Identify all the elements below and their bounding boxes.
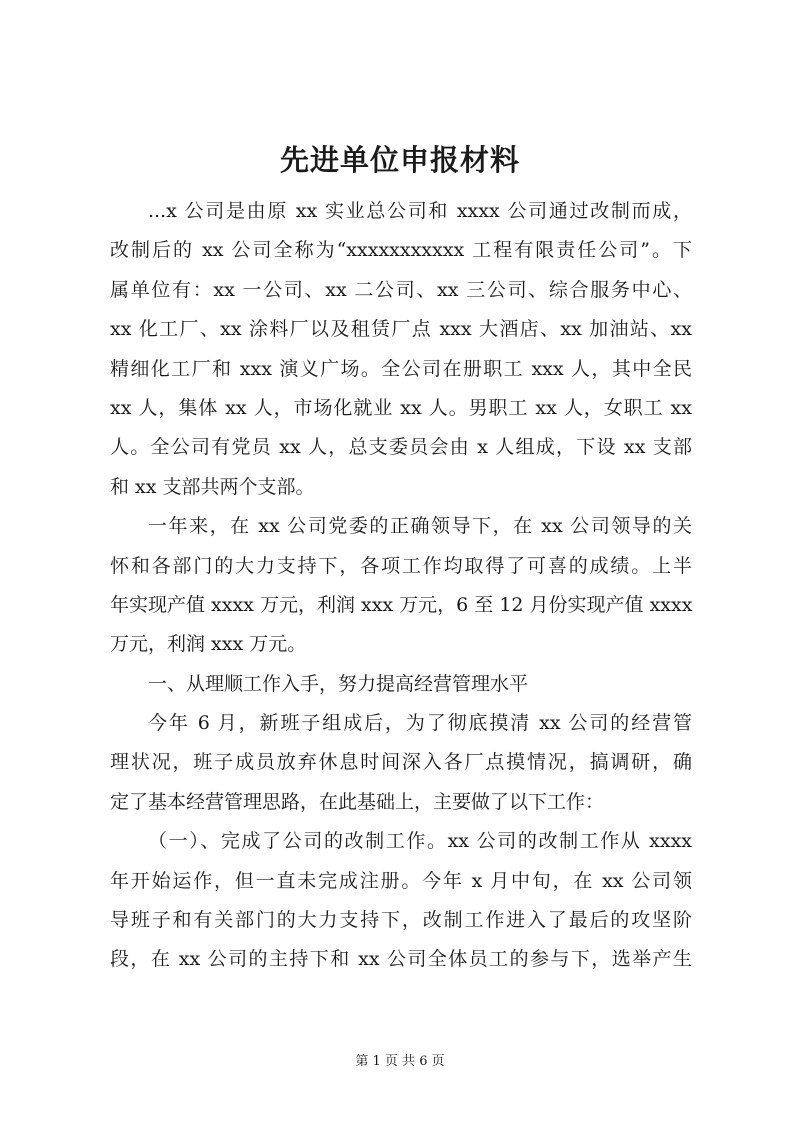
text-line: 万元，利润 xxx 万元。 bbox=[110, 633, 307, 656]
paragraph bbox=[110, 704, 692, 822]
paragraph bbox=[110, 822, 692, 980]
text-line: 理状况，班子成员放弃休息时间深入各厂点摸情况，搞调研，确 bbox=[110, 751, 692, 774]
document-title: 先进单位申报材料 bbox=[279, 143, 520, 177]
text-line: 年实现产值 xxxx 万元，利润 xxx 万元，6 至 12 月份实现产值 xxxx bbox=[110, 593, 693, 616]
text-line: ...x 公司是由原 xx 实业总公司和 xxxx 公司通过改制而成， bbox=[148, 200, 692, 222]
text-line: 一年来，在 xx 公司党委的正确领导下，在 xx 公司领导的关 bbox=[148, 515, 692, 538]
text-line: 今年 6 月，新班子组成后，为了彻底摸清 xx 公司的经营管 bbox=[148, 712, 692, 735]
text-line: 和 xx 支部共两个支部。 bbox=[110, 475, 315, 498]
paragraph bbox=[110, 192, 692, 507]
paragraph bbox=[110, 665, 692, 704]
text-line: 一、从理顺工作入手，努力提高经营管理水平 bbox=[148, 672, 529, 695]
text-line: 精细化工厂和 xxx 演义广场。全公司在册职工 xxx 人，其中全民 bbox=[110, 357, 692, 380]
text-line: xx 化工厂、xx 涂料厂以及租赁厂点 xxx 大酒店、xx 加油站、xx bbox=[110, 318, 692, 341]
text-line: 定了基本经营管理思路，在此基础上，主要做了以下工作： bbox=[110, 790, 605, 813]
text-line: 怀和各部门的大力支持下，各项工作均取得了可喜的成绩。上半 bbox=[110, 554, 692, 577]
text-line: xx 人，集体 xx 人，市场化就业 xx 人。男职工 xx 人，女职工 xx bbox=[110, 396, 692, 419]
text-line: （一）、完成了公司的改制工作。xx 公司的改制工作从 xxxx bbox=[148, 830, 692, 853]
text-line: 人。全公司有党员 xx 人，总支委员会由 x 人组成，下设 xx 支部 bbox=[110, 436, 692, 459]
text-line: 属单位有：xx 一公司、xx 二公司、xx 三公司、综合服务中心、 bbox=[110, 278, 692, 301]
text-line: 段，在 xx 公司的主持下和 xx 公司全体员工的参与下，选举产生 bbox=[110, 948, 692, 971]
text-line: 导班子和有关部门的大力支持下，改制工作进入了最后的攻坚阶 bbox=[110, 909, 692, 932]
document-body bbox=[110, 192, 692, 980]
text-line: 改制后的 xx 公司全称为“xxxxxxxxxxx 工程有限责任公司”。下 bbox=[110, 239, 692, 262]
text-line: 年开始运作，但一直未完成注册。今年 x 月中旬，在 xx 公司领 bbox=[110, 869, 692, 892]
page-footer: 第 1 页 共 6 页 bbox=[355, 1054, 445, 1069]
paragraph bbox=[110, 507, 692, 665]
